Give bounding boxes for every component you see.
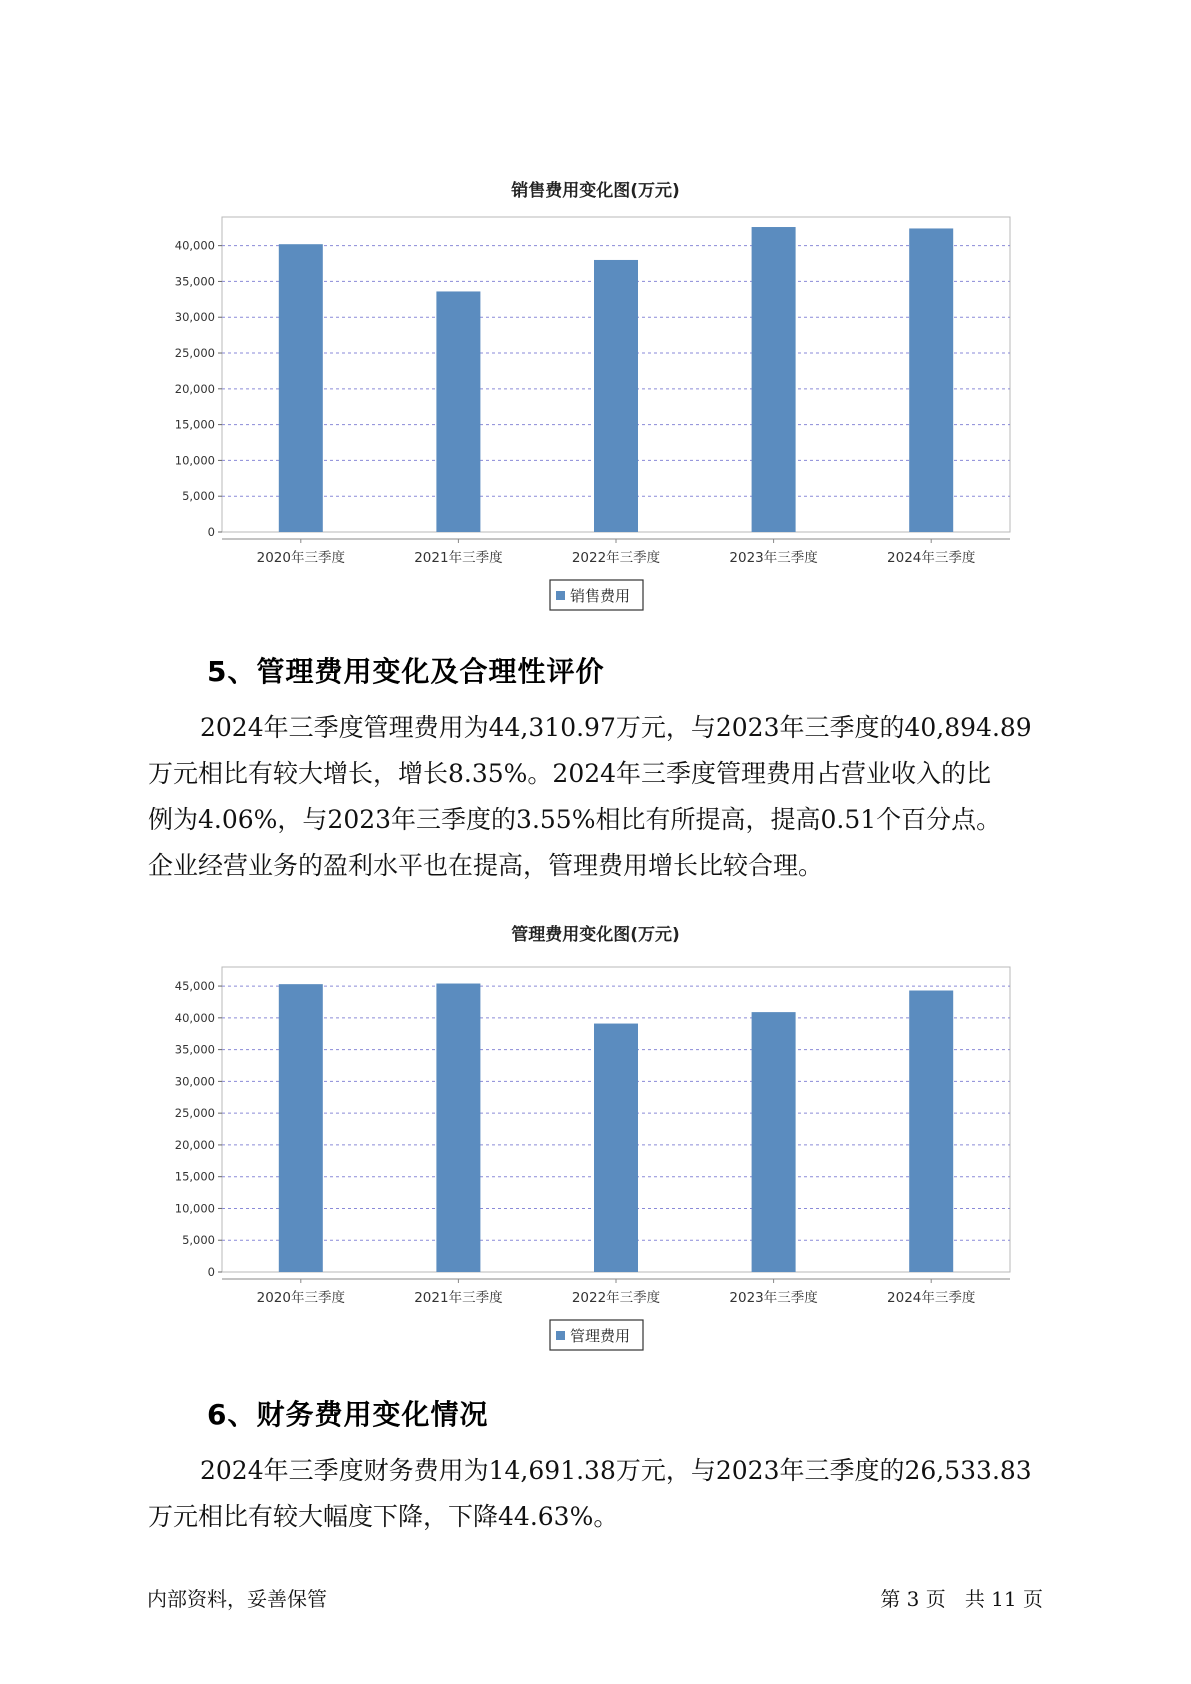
y-tick-label: 20,000 [174, 1137, 215, 1152]
section5-line: 例为4.06%，与2023年三季度的3.55%相比有所提高，提高0.51个百分点。 [148, 805, 1002, 834]
x-tick-label: 2022年三季度 [571, 550, 661, 566]
y-tick-label: 15,000 [174, 1169, 215, 1184]
bar [909, 228, 953, 532]
x-tick-label: 2024年三季度 [887, 550, 976, 566]
y-tick-label: 30,000 [174, 1074, 215, 1089]
y-tick-label: 30,000 [174, 310, 215, 325]
y-tick-label: 15,000 [174, 417, 215, 432]
y-tick-label: 0 [207, 1265, 215, 1279]
section5-paragraph [148, 705, 1068, 889]
legend-swatch [556, 591, 565, 600]
x-tick-label: 2020年三季度 [256, 550, 345, 566]
bar [752, 1012, 796, 1272]
x-tick-label: 2023年三季度 [729, 550, 818, 566]
y-tick-label: 40,000 [174, 1010, 215, 1025]
section5-line: 万元相比有较大增长，增长8.35%。2024年三季度管理费用占营业收入的比 [148, 759, 992, 788]
sales-expense-chart-title: 销售费用变化图(万元) [511, 181, 680, 201]
y-tick-label: 25,000 [174, 1106, 215, 1121]
y-tick-label: 10,000 [174, 1201, 215, 1216]
footer-page-number: 第 3 页 共 11 页 [880, 1587, 1043, 1611]
footer-confidential-note: 内部资料，妥善保管 [147, 1587, 327, 1611]
section5-heading: 5、管理费用变化及合理性评价 [207, 655, 605, 688]
legend-label: 销售费用 [570, 587, 631, 605]
section5-line: 2024年三季度管理费用为44,310.97万元，与2023年三季度的40,894.89 [200, 713, 1032, 742]
x-tick-label: 2021年三季度 [414, 550, 503, 566]
x-tick-label: 2020年三季度 [256, 1290, 345, 1306]
y-tick-label: 40,000 [174, 238, 215, 253]
y-tick-label: 25,000 [174, 346, 215, 361]
y-tick-label: 5,000 [182, 489, 215, 504]
sales-expense-chart [0, 200, 1191, 660]
y-tick-label: 5,000 [182, 1233, 215, 1248]
x-tick-label: 2021年三季度 [414, 1290, 503, 1306]
admin-expense-chart-title: 管理费用变化图(万元) [511, 925, 680, 945]
x-tick-label: 2022年三季度 [571, 1290, 661, 1306]
x-tick-label: 2023年三季度 [729, 1290, 818, 1306]
admin-expense-chart [0, 950, 1191, 1370]
y-tick-label: 10,000 [174, 453, 215, 468]
bar [594, 260, 638, 532]
bar [594, 1024, 638, 1272]
section6-line: 2024年三季度财务费用为14,691.38万元，与2023年三季度的26,533.83 [200, 1456, 1032, 1485]
legend-swatch [556, 1331, 565, 1340]
section6-heading: 6、财务费用变化情况 [207, 1398, 489, 1431]
section6-line: 万元相比有较大幅度下降，下降44.63%。 [148, 1502, 619, 1531]
y-tick-label: 35,000 [174, 274, 215, 289]
bar [436, 291, 480, 532]
legend-label: 管理费用 [570, 1327, 631, 1345]
y-tick-label: 0 [207, 525, 215, 539]
section6-paragraph [148, 1448, 1068, 1540]
section5-line: 企业经营业务的盈利水平也在提高，管理费用增长比较合理。 [148, 851, 824, 880]
y-tick-label: 45,000 [174, 979, 215, 994]
y-tick-label: 20,000 [174, 381, 215, 396]
bar [436, 984, 480, 1272]
bar [752, 227, 796, 532]
y-tick-label: 35,000 [174, 1042, 215, 1057]
bar [279, 244, 323, 532]
bar [279, 984, 323, 1272]
x-tick-label: 2024年三季度 [887, 1290, 976, 1306]
bar [909, 991, 953, 1272]
